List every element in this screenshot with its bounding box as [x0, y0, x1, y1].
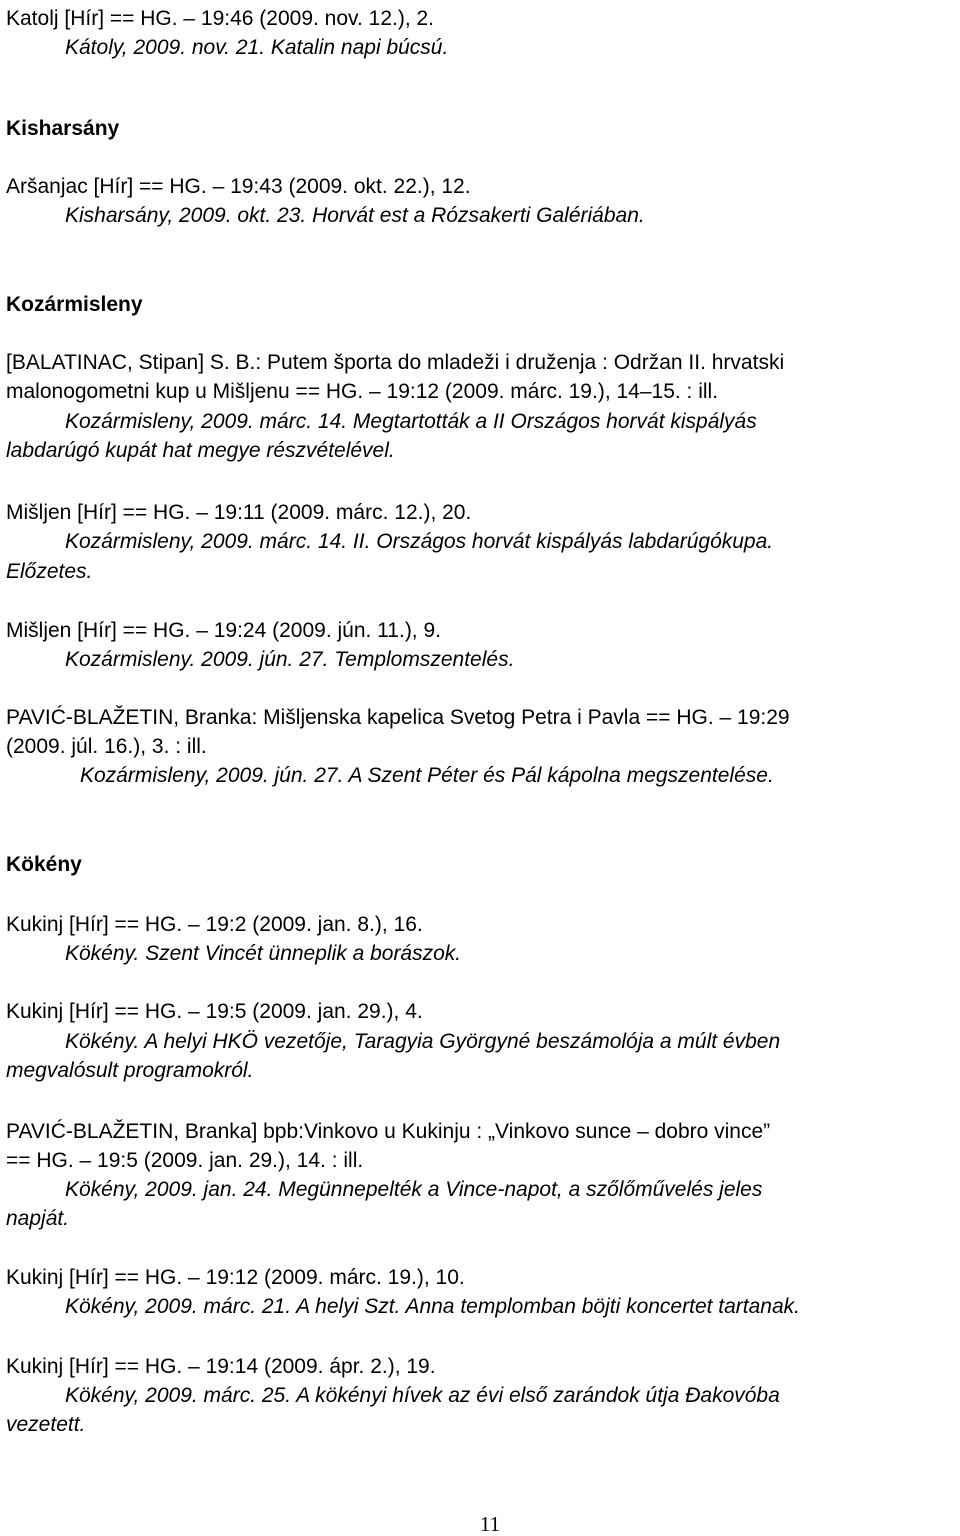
entry-annotation: Kökény. A helyi HKÖ vezetője, Taragyia Györgyné beszámolója a múlt évben — [65, 1030, 781, 1053]
entry-line: Mišljen [Hír] == HG. – 19:24 (2009. jún. 11.), 9. — [6, 619, 441, 642]
entry-annotation: Kozármisleny, 2009. márc. 14. II. Országos horvát kispályás labdarúgókupa. — [65, 530, 774, 553]
entry-annotation: labdarúgó kupát hat megye részvételével. — [6, 439, 395, 462]
entry-annotation: Kökény, 2009. márc. 25. A kökényi hívek az évi első zarándok útja Đakovóba — [65, 1384, 780, 1407]
entry-annotation: Kozármisleny. 2009. jún. 27. Templomszentelés. — [65, 648, 515, 671]
entry-annotation: Előzetes. — [6, 560, 93, 583]
entry-line: Kukinj [Hír] == HG. – 19:2 (2009. jan. 8.), 16. — [6, 913, 423, 936]
entry-annotation: napját. — [6, 1207, 70, 1230]
entry-annotation: Kökény, 2009. jan. 24. Megünnepelték a Vince-napot, a szőlőművelés jeles — [65, 1178, 763, 1201]
entry-annotation: Kökény. Szent Vincét ünneplik a borászok. — [65, 942, 462, 965]
entry-annotation: Kozármisleny, 2009. márc. 14. Megtartották a II Országos horvát kispályás — [65, 410, 757, 433]
entry-line: Kukinj [Hír] == HG. – 19:12 (2009. márc. 19.), 10. — [6, 1266, 465, 1289]
section-heading-kokeny: Kökény — [6, 853, 82, 876]
section-heading-kisharsany: Kisharsány — [6, 117, 120, 140]
entry-line: (2009. júl. 16.), 3. : ill. — [6, 735, 207, 758]
section-heading-kozarmisleny: Kozármisleny — [6, 293, 143, 316]
entry-line: PAVIĆ-BLAŽETIN, Branka: Mišljenska kapelica Svetog Petra i Pavla == HG. – 19:29 — [6, 706, 790, 729]
entry-annotation: Kozármisleny, 2009. jún. 27. A Szent Péter és Pál kápolna megszentelése. — [80, 764, 774, 787]
entry-line: Aršanjac [Hír] == HG. – 19:43 (2009. okt. 22.), 12. — [6, 175, 471, 198]
entry-line: PAVIĆ-BLAŽETIN, Branka] bpb:Vinkovo u Kukinju : „Vinkovo sunce – dobro vince” — [6, 1120, 771, 1143]
entry-line: Kukinj [Hír] == HG. – 19:5 (2009. jan. 29.), 4. — [6, 1000, 423, 1023]
entry-line: malonogometni kup u Mišljenu == HG. – 19:12 (2009. márc. 19.), 14–15. : ill. — [6, 380, 719, 403]
entry-annotation: Kisharsány, 2009. okt. 23. Horvát est a Rózsakerti Galériában. — [65, 204, 645, 227]
entry-line: Mišljen [Hír] == HG. – 19:11 (2009. márc. 12.), 20. — [6, 501, 472, 524]
entry-annotation: vezetett. — [6, 1413, 86, 1436]
entry-line: [BALATINAC, Stipan] S. B.: Putem športa do mladeži i druženja : Održan II. hrvatski — [6, 351, 785, 374]
entry-annotation: Kökény, 2009. márc. 21. A helyi Szt. Anna templomban böjti koncertet tartanak. — [65, 1295, 800, 1318]
entry-line: == HG. – 19:5 (2009. jan. 29.), 14. : ill. — [6, 1149, 364, 1172]
entry-line: Kukinj [Hír] == HG. – 19:14 (2009. ápr. 2.), 19. — [6, 1355, 436, 1378]
entry-line: Katolj [Hír] == HG. – 19:46 (2009. nov. 12.), 2. — [6, 7, 435, 30]
entry-annotation: megvalósult programokról. — [6, 1059, 254, 1082]
page-number: 11 — [479, 1512, 501, 1536]
entry-annotation: Kátoly, 2009. nov. 21. Katalin napi búcsú. — [65, 36, 449, 59]
